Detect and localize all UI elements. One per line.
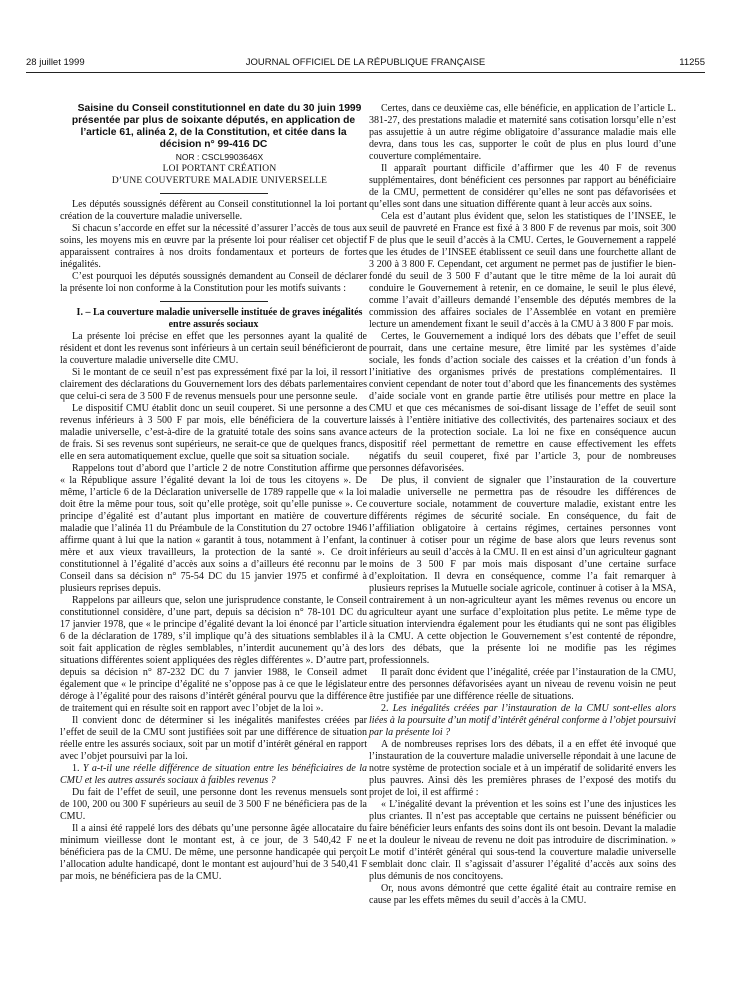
law-title-line-1: LOI PORTANT CRÉATION — [162, 164, 277, 174]
issue-date: 28 juillet 1999 — [26, 57, 85, 68]
paragraph: Cela est d’autant plus évident que, selon les statistiques de l’INSEE, le seuil de pauvreté en France est fixé à 3 800 F de revenus par mois, soit 300 F de plus que le seuil d’accès à la CMU. Certes, le Gouvernement a rappelé que les études de l’INSEE établissent ce seuil dans une fourchette allant de 3 200 à 3 800 F. Cependant, cet argument ne permet pas de justifier le bien-fondé du seuil de 3 500 F d’autant que le titre même de la loi aurait dû conduire le Gouvernement à retenir, en ce domaine, le seuil le plus élevé, comme l’avait d’ailleurs demandé l’ensemble des députés membres de la commission des affaires sociales de l’Assemblée en votant en première lecture un amendement fixant le seuil d’accès à la CMU à 3 800 F par mois. — [369, 211, 676, 330]
paragraph: Certes, le Gouvernement a indiqué lors des débats que l’effet de seuil pourrait, dans une certaine mesure, être limité par les systèmes d’aide sociale, les fonds d’action sociale des caisses et la création d’un fonds à l’initiative des organismes privés de prestations complémentaires. Il convient cependant de noter tout d’abord que les financements des systèmes d’aide sociale vont en grande partie être utilisés pour mettre en place la CMU et que ces mécanismes de soi-disant lissage de l’effet de seuil sont laissés à l’entière initiative des collectivités, des partenaires sociaux et des acteurs de la protection sociale. La loi ne fixe en conséquence aucun dispositif réel permettant de remettre en cause effectivement les effets négatifs du seuil couperet, fixé par l’article 3, pour de nombreuses personnes défavorisées. — [369, 331, 676, 474]
law-title-line-2: D’UNE COUVERTURE MALADIE UNIVERSELLE — [111, 176, 328, 186]
paragraph: Il paraît donc évident que l’inégalité, créée par l’instauration de la CMU, entre des personnes défavorisées ayant un niveau de revenu voisin ne peut être justifiée par une différence réelle de situations. — [369, 667, 676, 702]
subsection-number: 2. — [381, 703, 389, 714]
paragraph: Rappelons tout d’abord que l’article 2 de notre Constitution affirme que « la République assure l’égalité devant la loi de tous les citoyens ». De même, l’article 6 de la Déclaration universelle de 1789 rappelle que « la loi doit être la même pour tous, soit qu’elle protège, soit qu’elle punisse ». Ce principe d’égalité est d’autant plus important en matière de couverture maladie que l’alinéa 11 du Préambule de la Constitution du 27 octobre 1946 affirme quant à lui que la nation « garantit à tous, notamment à l’enfant, la mère et aux vieux travailleurs, la protection de la santé ». Ce droit constitutionnel à l’égalité d’accès aux soins a d’ailleurs été reconnu par le Conseil dans sa décision n° 75-54 DC du 15 janvier 1975 et confirmé à plusieurs reprises depuis. — [60, 463, 367, 594]
page-number: 11255 — [679, 57, 705, 68]
subsection-question: Les inégalités créées par l’instauration de la CMU sont-elles alors liées à la poursuite d’un motif d’intérêt général conforme à l’objet poursuivi par la présente loi ? — [369, 703, 676, 738]
section-heading: I. – La couverture maladie universelle instituée de graves inégalités entre assurés sociaux — [76, 307, 363, 330]
section-separator — [160, 301, 268, 302]
subsection-number: 1. — [72, 763, 80, 774]
paragraph: Du fait de l’effet de seuil, une personne dont les revenus mensuels sont de 100, 200 ou 300 F supérieurs au seuil de 3 500 F ne bénéficiera pas de la CMU. — [60, 787, 367, 822]
quotation-paragraph: « L’inégalité devant la prévention et les soins est l’une des injustices les plus criantes. Il n’est pas acceptable que certains ne puissent bénéficier ou faire bénéficier leurs enfants des soins dont ils ont besoin. Devant la maladie et la douleur le niveau de revenu ne doit pas introduire de discrimination. » Le motif d’intérêt général qui sous-tend la couverture maladie universelle semblait donc clair. Il s’agissait d’assurer l’égalité d’accès aux soins des plus démunis de nos concitoyens. — [369, 799, 676, 882]
subsection-question: Y a-t-il une réelle différence de situation entre les bénéficiaires de la CMU et les autres assurés sociaux à faibles revenus ? — [60, 763, 368, 786]
left-column — [60, 103, 367, 883]
paragraph: Or, nous avons démontré que cette égalité était au contraire remise en cause par les effets mêmes du seuil d’accès à la CMU. — [369, 883, 676, 906]
paragraph: C’est pourquoi les députés soussignés demandent au Conseil de déclarer la présente loi non conforme à la Constitution pour les motifs suivants : — [60, 271, 367, 294]
paragraph: Il convient donc de déterminer si les inégalités manifestes créées par l’effet de seuil de la CMU sont justifiées soit par une différence de situation réelle entre les assurés sociaux, soit par un motif d’intérêt général en rapport avec l’objet poursuivi par la loi. — [60, 715, 367, 762]
paragraph: Le dispositif CMU établit donc un seuil couperet. Si une personne a des revenus inférieurs à 3 500 F par mois, elle bénéficiera de la couverture maladie universelle, c’est-à-dire de la gratuité totale des soins sans avance de frais. Si ses revenus sont supérieurs, ne serait-ce que de quelques francs, elle en sera automatiquement exclue, quelle que soit sa situation sociale. — [60, 403, 367, 462]
paragraph: Si le montant de ce seuil n’est pas expressément fixé par la loi, il ressort clairement des déclarations du Gouvernement lors des débats parlementaires que celui-ci sera de 3 500 F de revenus mensuels pour une personne seule. — [60, 367, 367, 402]
title-separator — [160, 193, 268, 194]
paragraph: La présente loi précise en effet que les personnes ayant la qualité de résident et dont les revenus sont inférieurs à un certain seuil bénéficieront de la couverture maladie universelle dite CMU. — [60, 331, 367, 366]
document-title: Saisine du Conseil constitutionnel en date du 30 juin 1999 présentée par plus de soixante députés, en application de l’article 61, alinéa 2, de la Constitution, et citée dans la décision n° 99-416 DC — [71, 103, 362, 150]
journal-title: JOURNAL OFFICIEL DE LA RÉPUBLIQUE FRANÇAISE — [245, 57, 486, 68]
paragraph: Les députés soussignés défèrent au Conseil constitutionnel la loi portant création de la couverture maladie universelle. — [60, 199, 367, 222]
paragraph: A de nombreuses reprises lors des débats, il a en effet été invoqué que l’instauration de la couverture maladie universelle répondait à une lacune de notre système de protection sociale et à un impératif de solidarité envers les plus pauvres. Ainsi dès les premières phrases de l’exposé des motifs du projet de loi, il est affirmé : — [369, 739, 676, 798]
paragraph: De plus, il convient de signaler que l’instauration de la couverture maladie universelle ne permettra pas de résoudre les différences de couverture sociale, notamment de couverture maladie, existant entre les différents régimes de sécurité sociale. En conséquence, du fait de l’affiliation obligatoire à certains régimes, certaines personnes vont continuer à cotiser pour un régime de base alors que leurs revenus sont inférieurs au seuil d’accès à la CMU. Il en est ainsi d’un agriculteur gagnant moins de 3 500 F par mois mais disposant d’une certaine surface d’exploitation. Il devra en conséquence, comme l’a fait remarquer à plusieurs reprises la Mutuelle sociale agricole, continuer à cotiser à la MSA, contrairement à un non-agriculteur ayant les mêmes revenus ou encore un agriculteur ayant une surface d’exploitation plus petite. Le même type de situation interviendra également pour les étudiants qui ne sont pas éligibles à la CMU. A cette objection le Gouvernement s’est contenté de répondre, lors des débats, que la présente loi ne modifie pas les régimes professionnels. — [369, 475, 676, 666]
paragraph: Il apparaît pourtant difficile d’affirmer que les 40 F de revenus supplémentaires, dont bénéficient ces personnes par rapport au bénéficiaire de la CMU, permettent de considérer qu’elles ne sont pas défavorisées et qu’elles sont dans une situation différente quant à leur accès aux soins. — [369, 163, 676, 210]
paragraph: Si chacun s’accorde en effet sur la nécessité d’assurer l’accès de tous aux soins, les moyens mis en œuvre par la présente loi pour réaliser cet objectif apparaissent contraires à nos droits fondamentaux et porteurs de fortes inégalités. — [60, 223, 367, 270]
subsection-heading — [369, 703, 676, 739]
header-rule — [26, 72, 705, 73]
page-header — [26, 57, 705, 71]
nor-reference: NOR : CSCL9903646X — [175, 152, 264, 162]
paragraph: Il a ainsi été rappelé lors des débats qu’une personne âgée allocataire du minimum vieillesse dont le montant est, à ce jour, de 3 540,42 F ne bénéficiera pas de la CMU. De même, une personne handicapée qui perçoit l’allocation adulte handicapé, dont le montant est aujourd’hui de 3 540,41 F par mois, ne bénéficiera pas de la CMU. — [60, 823, 367, 882]
right-column — [369, 103, 676, 907]
paragraph: Rappelons par ailleurs que, selon une jurisprudence constante, le Conseil constitutionnel considère, d’une part, depuis sa décision n° 78-101 DC du 17 janvier 1978, que « le principe d’égalité devant la loi énoncé par l’article 6 de la déclaration de 1789, s’il implique qu’à des situations semblables il soit fait application de règles semblables, n’interdit aucunement qu’à des situations différentes soient appliquées des règles différentes ». D’autre part, depuis sa décision n° 87-232 DC du 7 janvier 1988, le Conseil admet également que « le principe d’égalité ne s’oppose pas à ce que le législateur déroge à l’égalité pour des raisons d’intérêt général pourvu que la différence de traitement qui en résulte soit en rapport avec l’objet de la loi ». — [60, 595, 367, 714]
subsection-heading — [60, 763, 367, 787]
paragraph: Certes, dans ce deuxième cas, elle bénéficie, en application de l’article L. 381-27, des prestations maladie et maternité sans cotisation lorsqu’elle n’est pas assujettie à un autre régime obligatoire d’assurance maladie mais elle devra, dans tous les cas, supporter le coût de plus en plus lourd d’une couverture complémentaire. — [369, 103, 676, 162]
